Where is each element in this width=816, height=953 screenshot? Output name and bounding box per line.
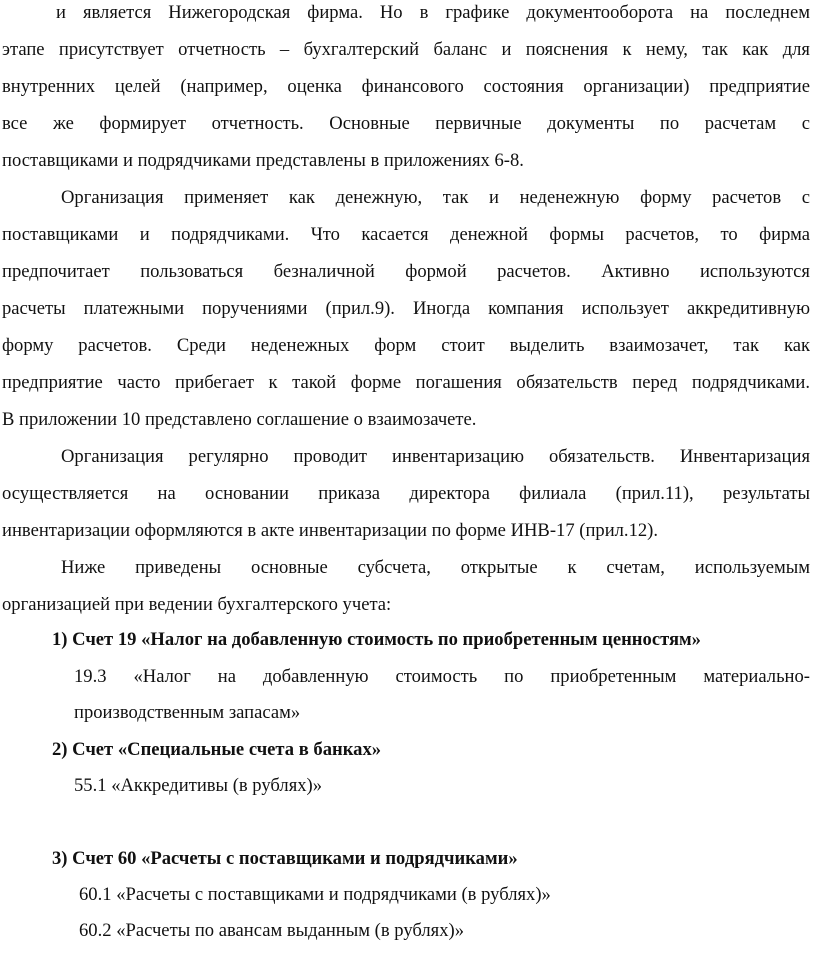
paragraph-2-line-6: предприятие часто прибегает к такой форме погашения обязательств перед подрядчиками. xyxy=(2,372,810,393)
paragraph-1-line-3: внутренних целей (например, оценка финансового состояния организации) предприятие xyxy=(2,76,810,97)
paragraph-2-line-5: форму расчетов. Среди неденежных форм стоит выделить взаимозачет, так как xyxy=(2,335,810,356)
paragraph-3-line-2: осуществляется на основании приказа директора филиала (прил.11), результаты xyxy=(2,483,810,504)
paragraph-1-line-5: поставщиками и подрядчиками представлены в приложениях 6-8. xyxy=(2,150,524,171)
paragraph-2-line-2: поставщиками и подрядчиками. Что касается денежной формы расчетов, то фирма xyxy=(2,224,810,245)
paragraph-2-line-3: предпочитает пользоваться безналичной формой расчетов. Активно используются xyxy=(2,261,810,282)
paragraph-1-line-2: этапе присутствует отчетность – бухгалтерский баланс и пояснения к нему, так как для xyxy=(2,39,810,60)
paragraph-1-line-4: все же формирует отчетность. Основные первичные документы по расчетам с xyxy=(2,113,810,134)
paragraph-3-line-3: инвентаризации оформляются в акте инвентаризации по форме ИНВ-17 (прил.12). xyxy=(2,520,659,541)
subaccount-60-1: 60.1 «Расчеты с поставщиками и подрядчиками (в рублях)» xyxy=(79,884,551,905)
subaccount-19-3-line-1: 19.3 «Налог на добавленную стоимость по приобретенным материально- xyxy=(74,666,810,687)
paragraph-4-line-2: организацией при ведении бухгалтерского учета: xyxy=(2,594,392,615)
subaccount-19-3-line-2: производственным запасам» xyxy=(74,702,301,723)
account-heading-1: 1) Счет 19 «Налог на добавленную стоимость по приобретенным ценностям» xyxy=(52,629,701,650)
subaccount-60-2: 60.2 «Расчеты по авансам выданным (в рублях)» xyxy=(79,920,464,941)
paragraph-4-line-1: Ниже приведены основные субсчета, открытые к счетам, используемым xyxy=(61,557,810,578)
account-heading-3: 3) Счет 60 «Расчеты с поставщиками и подрядчиками» xyxy=(52,848,518,869)
paragraph-3-line-1: Организация регулярно проводит инвентаризацию обязательств. Инвентаризация xyxy=(61,446,810,467)
paragraph-2-line-4: расчеты платежными поручениями (прил.9). Иногда компания использует аккредитивную xyxy=(2,298,810,319)
paragraph-2-line-1: Организация применяет как денежную, так и неденежную форму расчетов с xyxy=(61,187,810,208)
paragraph-1-line-1: и является Нижегородская фирма. Но в графике документооборота на последнем xyxy=(56,2,810,23)
subaccount-55-1: 55.1 «Аккредитивы (в рублях)» xyxy=(74,775,323,796)
paragraph-2-line-7: В приложении 10 представлено соглашение о взаимозачете. xyxy=(2,409,477,430)
account-heading-2: 2) Счет «Специальные счета в банках» xyxy=(52,739,382,760)
